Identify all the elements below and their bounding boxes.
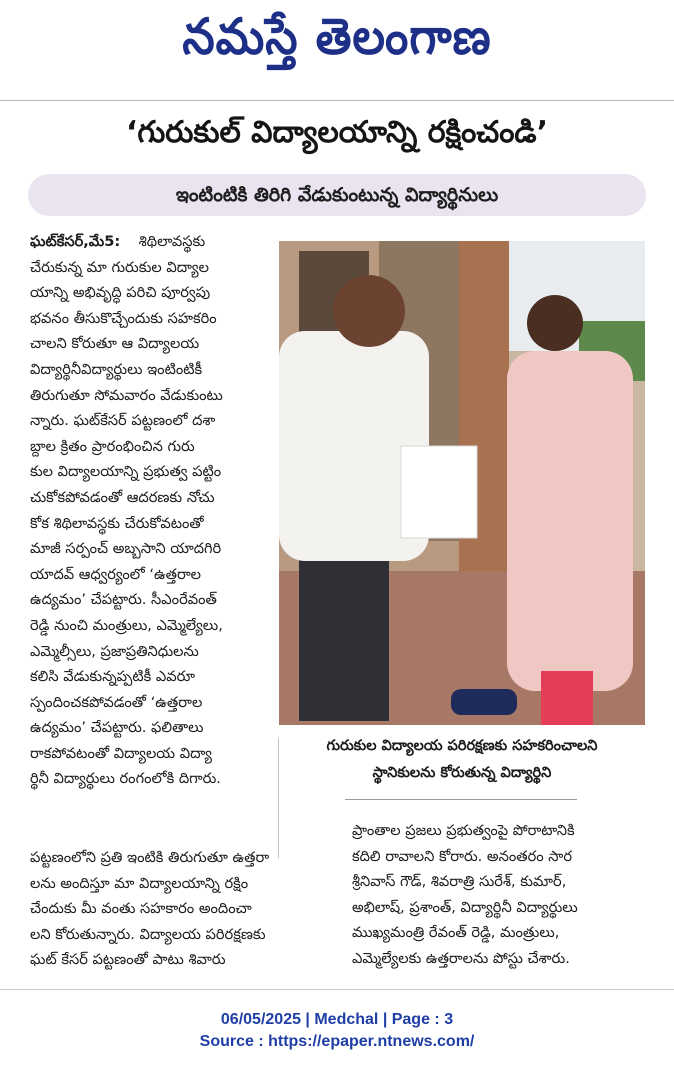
text-line: చాలని కోరుతూ ఆ విద్యాలయ — [30, 335, 200, 353]
text-line: తిరుగుతూ సోమవారం వేడుకుంటు — [30, 386, 223, 404]
photo-illustration — [279, 241, 645, 725]
photo-caption — [279, 733, 645, 787]
text-line: మాజీ సర్పంచ్ అబ్బసాని యాదగిరి — [30, 540, 222, 558]
girl-leggings — [541, 671, 593, 725]
masthead-divider — [0, 100, 674, 101]
text-line: పట్టణంలోని ప్రతి ఇంటికి తిరుగుతూ ఉత్తరా — [30, 849, 270, 866]
text-line: అభిలాష్, ప్రశాంత్, విద్యార్థినీ విద్యార్థులు — [352, 898, 578, 916]
text-line: ఎమ్మెల్యేలకు ఉత్తరాలను పోస్టు చేశారు. — [352, 949, 570, 967]
article-subheadline: ఇంటింటికి తిరిగి వేడుకుంటున్న విద్యార్థినులు — [175, 184, 499, 206]
paper-document — [401, 446, 477, 538]
text-line: రెడ్డి నుంచి మంత్రులు, ఎమ్మెల్యేలు, — [30, 616, 223, 634]
text-line: ఉద్యమం’ చేపట్టారు. ఫలితాలు — [30, 719, 204, 737]
text-line: ఘట్ కేసర్ పట్టణంతో పాటు శివారు — [30, 951, 226, 969]
footer-source: Source : https://epaper.ntnews.com/ — [199, 1033, 475, 1050]
slippers — [451, 689, 517, 715]
text-line: చుకోకపోవడంతో ఆదరణకు నోచు — [30, 488, 215, 506]
text-line: ర్థినీ విద్యార్థులు రంగంలోకి దిగారు. — [30, 770, 221, 788]
news-photo — [279, 241, 645, 725]
text-line: లను అందిస్తూ మా విద్యాలయాన్ని రక్షిం — [30, 874, 249, 892]
text-line: చేరుకున్న మా గురుకుల విద్యాల — [30, 258, 209, 276]
man-head — [333, 275, 405, 347]
text-line: కోక శిథిలావస్థకు చేరుకోవటంతో — [30, 514, 204, 532]
article-left-column-bottom — [30, 845, 274, 973]
text-line: యాదవ్ ఆధ్వర్యంలో ‘ఉత్తరాల — [30, 565, 202, 583]
footer-edition: 06/05/2025 | Medchal | Page : 3 — [220, 1011, 454, 1028]
text-line: లని కోరుతున్నారు. విద్యాలయ పరిరక్షణకు — [30, 925, 266, 943]
text-line: కుల విద్యాలయాన్ని ప్రభుత్వ పట్టిం — [30, 463, 222, 481]
footer-divider — [0, 989, 674, 990]
text-line: స్పందించకపోవడంతో ‘ఉత్తరాల — [30, 693, 203, 711]
article-right-column — [352, 818, 642, 972]
text-line: శ్రీనివాస్ గౌడ్, శివరాత్రి సురేశ్, కుమార్, — [352, 873, 567, 891]
text-line: విద్యార్థినీవిద్యార్థులు ఇంటింటికీ — [30, 360, 203, 378]
text-line: చేందుకు మీ వంతు సహకారం అందించా — [30, 900, 252, 918]
text-line: ఉద్యమం’ చేపట్టారు. సీఎంరేవంత్ — [30, 591, 217, 609]
text-line: కలిసి వేడుకున్నప్పటికీ ఎవరూ — [30, 668, 196, 686]
man-trousers — [299, 551, 389, 721]
caption-line: గురుకుల విద్యాలయ పరిరక్షణకు సహకరించాలని — [326, 738, 598, 754]
girl-dress — [507, 351, 633, 691]
text-line: ఎమ్మెల్సీలు, ప్రజాప్రతినిధులను — [30, 642, 199, 660]
text-line: న్నారు. ఘట్‌కేసర్ పట్టణంలో దశా — [30, 412, 216, 430]
text-line: యాన్ని అభివృద్ధి పరిచి పూర్వపు — [30, 284, 211, 302]
text-line: బ్దాల క్రితం ప్రారంభించిన గురు — [30, 437, 195, 455]
girl-head — [527, 295, 583, 351]
text-line — [30, 229, 274, 255]
text-line: భవనం తీసుకొచ్చేందుకు సహకరిం — [30, 309, 217, 327]
masthead-title: నమస్తే తెలంగాణ — [182, 6, 492, 66]
dateline: ఘట్‌కేసర్,మే5: — [30, 233, 121, 250]
text-line: ప్రాంతాల ప్రజలు ప్రభుత్వంపై పోరాటానికి — [352, 822, 575, 839]
text-fragment: శిథిలావస్థకు — [138, 233, 206, 250]
caption-line: స్థానికులను కోరుతున్న విద్యార్థిని — [372, 765, 552, 781]
text-line: ముఖ్యమంత్రి రేవంత్ రెడ్డి, మంత్రులు, — [352, 924, 560, 942]
text-line: రాకపోవటంతో విద్యాలయ విద్యా — [30, 744, 212, 762]
text-line: కదిలి రావాలని కోరారు. అనంతరం సార — [352, 847, 572, 865]
article-left-column — [30, 229, 274, 792]
caption-divider — [345, 799, 577, 800]
article-headline: ‘గురుకుల్ విద్యాలయాన్ని రక్షించండి’ — [125, 115, 548, 150]
footer — [0, 1009, 674, 1053]
